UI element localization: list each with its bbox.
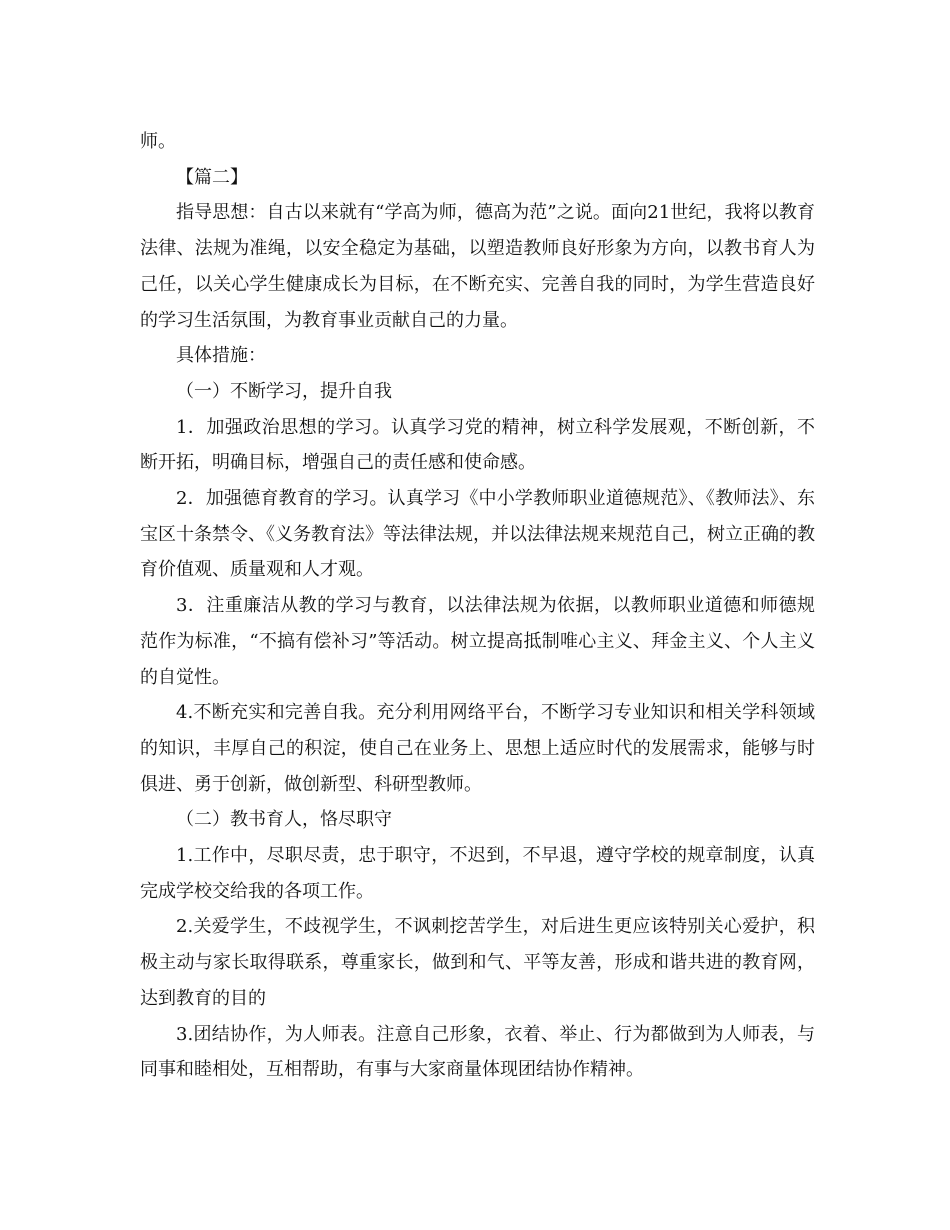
paragraph-measures-label: 具体措施： <box>176 345 266 367</box>
paragraph-1-1: 1．加强政治思想的学习。认真学习党的精神，树立科学发展观，不断创新，不断开拓，明确目标，增强自己的责任感和使命感。 <box>140 416 815 474</box>
paragraph-2-1: 1.工作中，尽职尽责，忠于职守，不迟到，不早退，遵守学校的规章制度，认真完成学校交给我的各项工作。 <box>140 845 815 902</box>
paragraph-continuation: 师。 <box>140 131 176 152</box>
document-body <box>140 124 815 1088</box>
paragraph-1-3: 3．注重廉洁从教的学习与教育，以法律法规为依据，以教师职业道德和师德规范作为标准，“不搞有偿补习”等活动。树立提高抵制唯心主义、拜金主义、个人主义的自觉性。 <box>140 595 815 688</box>
paragraph-2-3: 3.团结协作，为人师表。注意自己形象，衣着、举止、行为都做到为人师表，与同事和睦相处，互相帮助，有事与大家商量体现团结协作精神。 <box>140 1023 815 1081</box>
subheading-2: （二）教书育人，恪尽职守 <box>176 809 392 831</box>
paragraph-2-2: 2.关爱学生，不歧视学生，不讽刺挖苦学生，对后进生更应该特别关心爱护，积极主动与家长取得联系，尊重家长，做到和气、平等友善，形成和谐共进的教育网，达到教育的目的 <box>140 916 815 1009</box>
paragraph-1-4: 4.不断充实和完善自我。充分利用网络平台，不断学习专业知识和相关学科领域的知识，丰厚自己的积淀，使自己在业务上、思想上适应时代的发展需求，能够与时俱进、勇于创新，做创新型、科研型教师。 <box>140 702 815 795</box>
paragraph-guiding-thought: 指导思想：自古以来就有“学高为师，德高为范”之说。面向21世纪，我将以教育法律、法规为准绳，以安全稳定为基础，以塑造教师良好形象为方向，以教书育人为己任，以关心学生健康成长为目标，在不断充实、完善自我的同时，为学生营造良好的学习生活氛围，为教育事业贡献自己的力量。 <box>140 202 815 331</box>
section-heading: 【篇二】 <box>176 166 248 188</box>
paragraph-1-2: 2．加强德育教育的学习。认真学习《中小学教师职业道德规范》、《教师法》、东宝区十条禁令、《义务教育法》等法律法规，并以法律法规来规范自己，树立正确的教育价值观、质量观和人才观。 <box>140 488 815 581</box>
subheading-1: （一）不断学习，提升自我 <box>176 380 392 402</box>
